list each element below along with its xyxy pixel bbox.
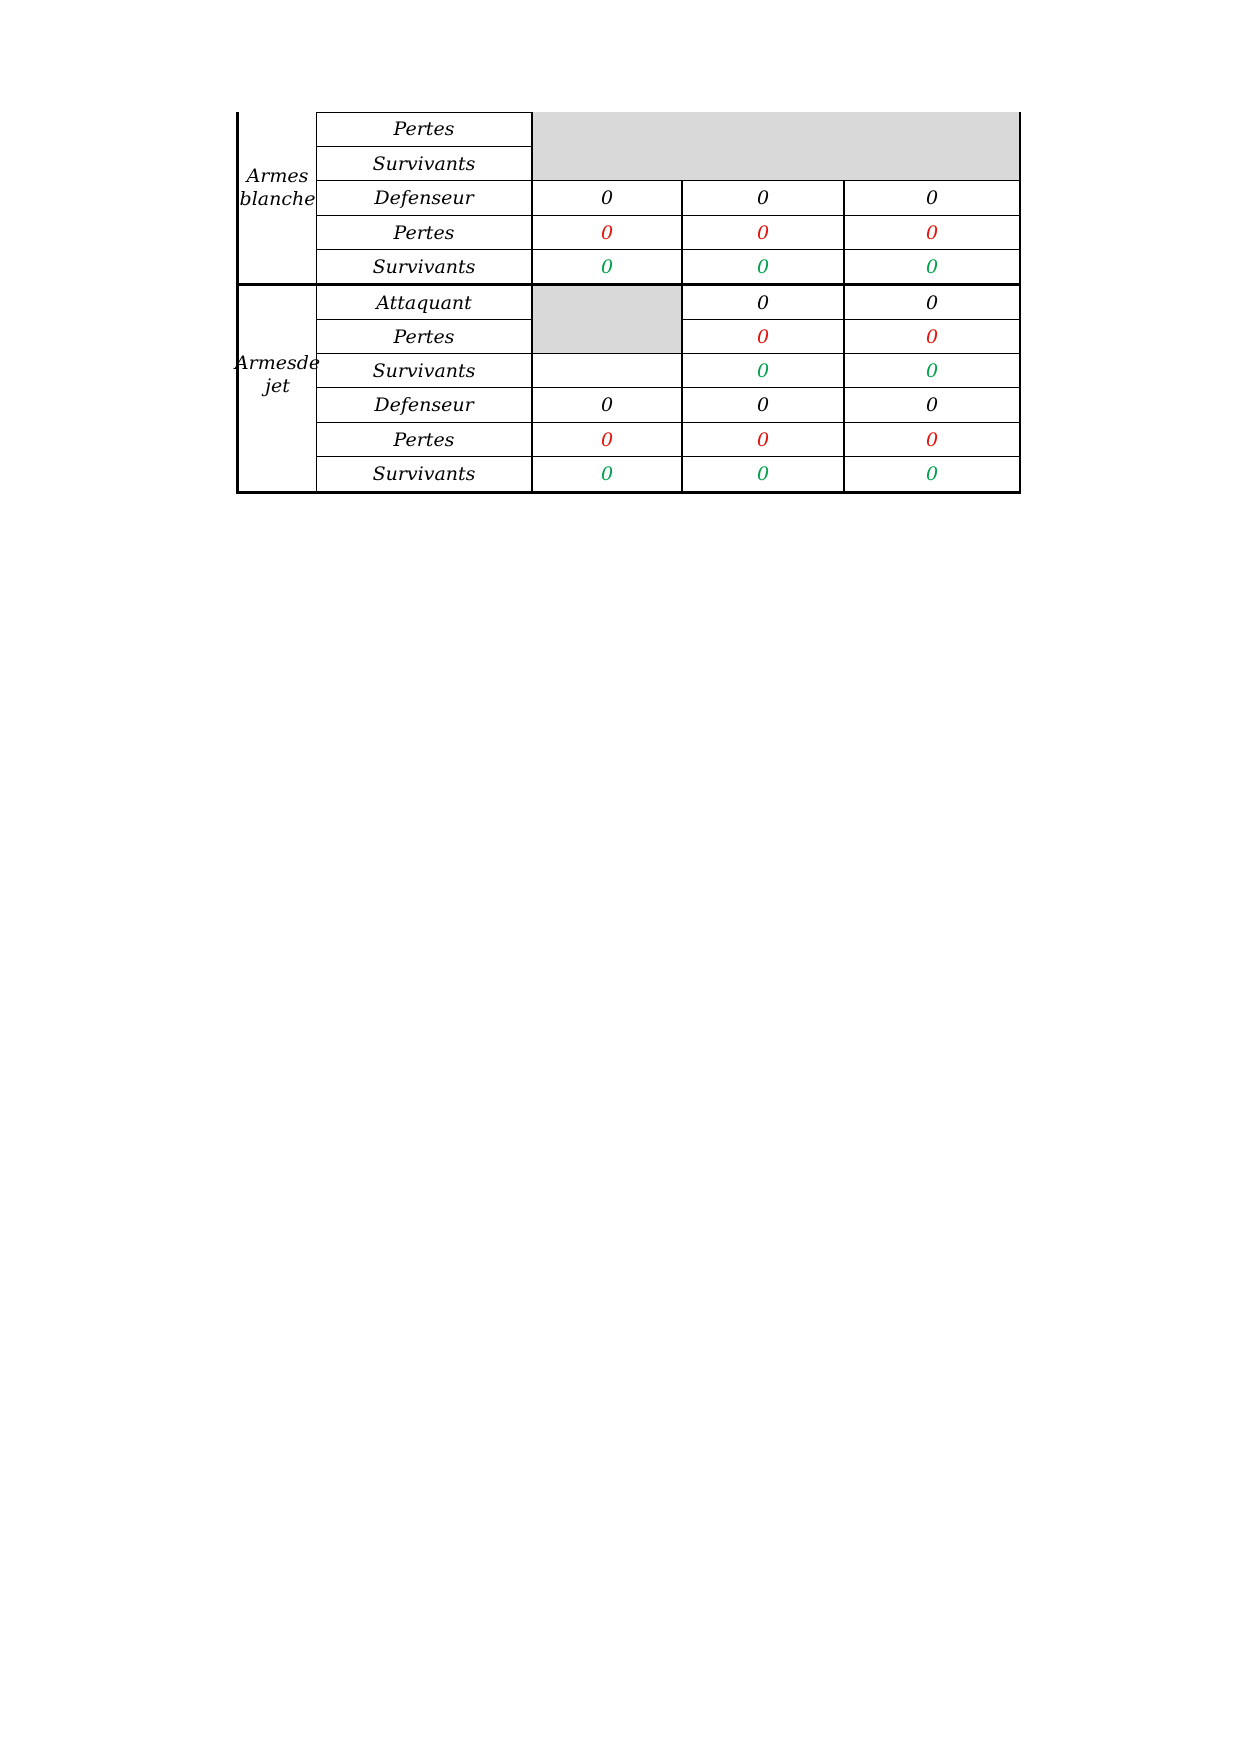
row-label-defenseur: Defenseur xyxy=(374,187,474,209)
row-label-pertes: Pertes xyxy=(393,428,455,451)
value-defenseur-col2: 0 xyxy=(756,394,770,416)
value-pertes-col2: 0 xyxy=(756,428,770,451)
group-label-line: jet xyxy=(265,375,290,397)
value-attaquant-col2: 0 xyxy=(756,291,770,314)
row-label-pertes: Pertes xyxy=(393,221,455,244)
row-label-survivants: Survivants xyxy=(372,463,476,485)
group-label-armes-de-jet xyxy=(234,286,321,454)
value-survivants-col2: 0 xyxy=(756,359,770,382)
row-label-survivants: Survivants xyxy=(372,152,476,175)
grid-line xyxy=(1019,112,1021,492)
group-label-line: Armes xyxy=(246,165,309,187)
value-pertes-col3: 0 xyxy=(925,325,939,348)
value-survivants-col3: 0 xyxy=(925,463,939,485)
row-label-survivants: Survivants xyxy=(372,359,476,382)
value-defenseur-col3: 0 xyxy=(925,187,939,209)
value-pertes-col2: 0 xyxy=(756,221,770,244)
value-survivants-col3: 0 xyxy=(925,255,939,278)
value-attaquant-col3: 0 xyxy=(925,291,939,314)
value-pertes-col3: 0 xyxy=(925,221,939,244)
row-label-pertes: Pertes xyxy=(393,325,455,348)
value-defenseur-col1: 0 xyxy=(600,187,614,209)
empty-cell-block xyxy=(532,285,682,354)
value-survivants-col1: 0 xyxy=(600,255,614,278)
value-defenseur-col3: 0 xyxy=(925,394,939,416)
empty-cell-block xyxy=(532,112,1021,181)
value-survivants-col1: 0 xyxy=(600,463,614,485)
row-label-survivants: Survivants xyxy=(372,255,476,278)
value-survivants-col2: 0 xyxy=(756,463,770,485)
value-defenseur-col2: 0 xyxy=(756,187,770,209)
row-label-attaquant: Attaquant xyxy=(376,291,472,314)
table-bottom-border xyxy=(236,491,1021,494)
value-pertes-col1: 0 xyxy=(600,428,614,451)
group-label-line: Armesde xyxy=(234,352,321,374)
value-survivants-col2: 0 xyxy=(756,255,770,278)
group-label-line: blanche xyxy=(239,188,316,210)
value-defenseur-col1: 0 xyxy=(600,394,614,416)
value-pertes-col1: 0 xyxy=(600,221,614,244)
row-label-defenseur: Defenseur xyxy=(374,394,474,416)
value-pertes-col2: 0 xyxy=(756,325,770,348)
value-pertes-col3: 0 xyxy=(925,428,939,451)
value-survivants-col3: 0 xyxy=(925,359,939,382)
group-label-armes-blanche xyxy=(239,112,316,264)
row-label-pertes: Pertes xyxy=(393,118,455,140)
